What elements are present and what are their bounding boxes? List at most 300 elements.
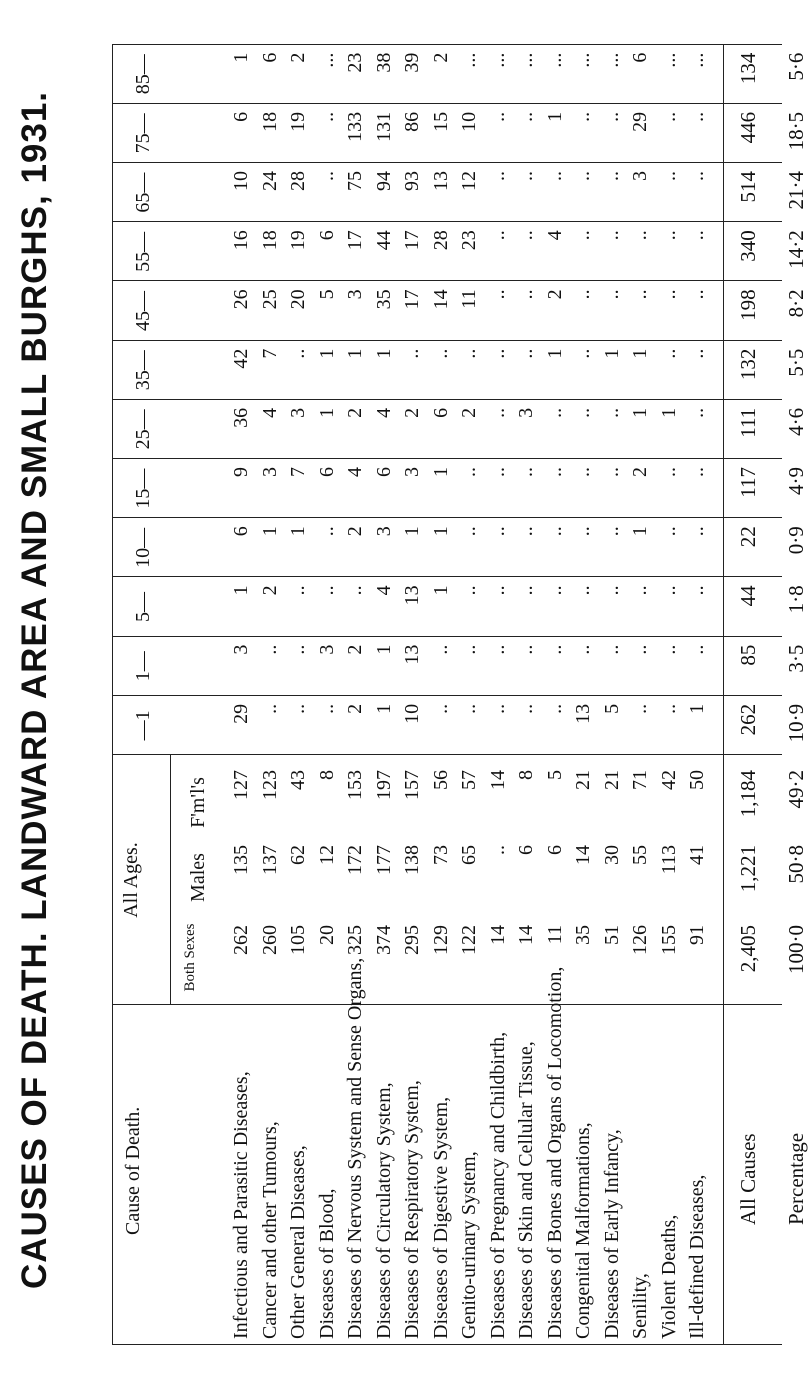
age-value: .. [657,644,680,655]
age-value: .. [600,526,623,537]
percentage-row-females: 49·2 [783,770,808,809]
age-value: .. [515,171,537,182]
age-value: 3 [258,467,281,478]
age-value: ... [515,52,537,68]
header-age-group: 35— [132,350,154,391]
age-value: 6 [230,526,252,537]
males-value: 6 [543,845,566,855]
table-left-rule [112,1344,782,1345]
age-value: 6 [629,52,651,63]
females-value: 123 [258,770,281,800]
age-value: 35 [372,289,395,310]
age-value: .. [429,703,452,714]
age-value: .. [686,111,708,122]
percentage-row-age-value: 8·2 [783,289,808,318]
age-value: .. [600,644,623,655]
age-value: 75 [344,171,366,192]
age-value: ... [315,52,338,68]
males-value: 62 [287,845,309,865]
age-value: .. [686,585,708,596]
males-value: 135 [230,845,252,875]
age-column-rule [112,517,782,518]
males-value: 41 [686,845,708,865]
percentage-row-age-value: 4·6 [783,407,808,436]
both-sexes-value: 35 [572,925,594,945]
age-value: .. [287,348,309,359]
age-value: 1 [657,407,680,418]
age-value: .. [543,703,566,714]
age-value: .. [686,171,708,182]
age-value: 9 [230,467,252,478]
age-value: .. [486,348,509,359]
both-sexes-value: 51 [600,925,623,945]
age-value: 39 [401,52,423,73]
age-value: 2 [287,52,309,63]
both-sexes-value: 260 [258,925,281,955]
age-value: .. [486,585,509,596]
age-value: .. [515,644,537,655]
header-age-group: 15— [132,468,154,509]
header-age-group: 85— [132,54,154,95]
age-value: .. [458,467,480,478]
cause-label: Senility, [629,1273,651,1339]
age-value: .. [315,703,338,714]
females-value: 197 [372,770,395,800]
cause-label: Diseases of Respiratory System, [401,1080,423,1339]
age-value: .. [486,407,509,418]
age-value: 1 [344,348,366,359]
age-value: 93 [401,171,423,192]
age-value: .. [401,348,423,359]
age-value: 2 [458,407,480,418]
both-sexes-value: 295 [401,925,423,955]
age-value: 29 [629,111,651,132]
age-value: 2 [258,585,281,596]
age-value: 17 [401,289,423,310]
age-value: 29 [230,703,252,724]
age-value: 1 [600,348,623,359]
cause-label: Infectious and Parasitic Diseases, [230,1071,252,1339]
age-value: .. [515,230,537,241]
cause-label: Diseases of Skin and Cellular Tissue, [515,1041,537,1339]
age-value: .. [572,230,594,241]
age-value: .. [657,289,680,300]
age-value: .. [572,111,594,122]
percentage-row-age-value: 1·8 [783,585,808,614]
totals-row-age-value: 44 [735,585,760,607]
age-value: .. [458,348,480,359]
age-value: ... [458,52,480,68]
age-value: 3 [401,467,423,478]
age-value: .. [429,644,452,655]
age-value: .. [657,230,680,241]
age-value: .. [515,585,537,596]
percentage-row-both: 100·0 [783,925,808,974]
age-value: .. [458,644,480,655]
age-value: 19 [287,230,309,251]
both-sexes-value: 129 [429,925,452,955]
both-sexes-value: 374 [372,925,395,955]
age-value: .. [515,111,537,122]
age-value: 15 [429,111,452,132]
age-value: .. [572,644,594,655]
age-value: .. [258,703,281,714]
age-value: 7 [258,348,281,359]
percentage-row-males: 50·8 [783,845,808,884]
females-value: 50 [686,770,708,790]
age-value: .. [486,289,509,300]
percentage-row-age-value: 18·5 [783,111,808,151]
males-value: 138 [401,845,423,875]
age-value: .. [629,703,651,714]
age-value: .. [543,171,566,182]
age-value: 17 [344,230,366,251]
age-value: 3 [315,644,338,655]
both-sexes-value: 126 [629,925,651,955]
age-value: .. [600,230,623,241]
age-value: .. [515,526,537,537]
age-value: .. [258,644,281,655]
header-all-ages: All Ages. [120,842,142,918]
age-value: .. [287,585,309,596]
header-age-group: —1 [132,710,154,741]
both-sexes-value: 105 [287,925,309,955]
age-value: .. [515,703,537,714]
females-value: 57 [458,770,480,790]
totals-row-males: 1,221 [735,845,760,893]
females-value: 71 [629,770,651,790]
age-value: 2 [429,52,452,63]
males-value: 6 [515,845,537,855]
totals-row-age-value: 198 [735,289,760,321]
males-value: .. [486,845,509,855]
age-value: 94 [372,171,395,192]
age-value: 3 [515,407,537,418]
cause-label: Ill-defined Diseases, [686,1174,708,1339]
age-value: 24 [258,171,281,192]
age-value: .. [572,407,594,418]
age-value: 18 [258,230,281,251]
age-value: .. [315,526,338,537]
totals-row-age-value: 85 [735,644,760,666]
age-value: .. [543,467,566,478]
header-both-sexes: Both Sexes [182,923,198,992]
totals-row-label: All Causes [735,1133,760,1225]
males-value: 73 [429,845,452,865]
age-value: 5 [315,289,338,300]
age-value: 10 [401,703,423,724]
age-value: 1 [315,348,338,359]
females-value: 5 [543,770,566,780]
males-value: 137 [258,845,281,875]
age-value: .. [657,111,680,122]
age-value: 3 [287,407,309,418]
cause-label: Genito-urinary System, [458,1151,480,1339]
age-value: .. [458,526,480,537]
age-value: 3 [230,644,252,655]
age-value: 6 [315,230,338,241]
age-value: .. [600,171,623,182]
age-value: 4 [258,407,281,418]
age-value: .. [344,585,366,596]
age-value: 1 [372,644,395,655]
header-age-group: 10— [132,527,154,568]
age-value: .. [572,348,594,359]
age-value: .. [686,230,708,241]
age-value: 13 [401,585,423,606]
age-value: 28 [287,171,309,192]
males-value: 14 [572,845,594,865]
age-value: 17 [401,230,423,251]
age-value: .. [629,230,651,241]
cause-label: Diseases of Bones and Organs of Locomotion, [543,966,566,1339]
females-value: 157 [401,770,423,800]
females-value: 14 [486,770,509,790]
cause-label: Violent Deaths, [657,1214,680,1339]
age-value: .. [572,526,594,537]
age-column-rule [112,399,782,400]
age-value: 4 [543,230,566,241]
age-value: .. [572,467,594,478]
age-value: ... [657,52,680,68]
age-value: .. [543,585,566,596]
age-column-rule [112,636,782,637]
females-value: 127 [230,770,252,800]
age-column-rule [112,458,782,459]
age-value: .. [287,703,309,714]
age-value: .. [458,585,480,596]
age-value: 6 [258,52,281,63]
age-value: .. [600,585,623,596]
age-value: ... [600,52,623,68]
age-value: 2 [344,407,366,418]
header-age-group: 55— [132,231,154,272]
age-value: 1 [230,52,252,63]
age-value: .. [657,585,680,596]
males-value: 30 [600,845,623,865]
males-value: 172 [344,845,366,875]
age-value: 1 [629,348,651,359]
age-value: 10 [230,171,252,192]
age-value: .. [686,348,708,359]
age-value: 1 [372,703,395,714]
age-value: 16 [230,230,252,251]
both-sexes-value: 14 [515,925,537,945]
age-value: .. [515,289,537,300]
percentage-row-age-value: 10·9 [783,703,808,743]
females-value: 43 [287,770,309,790]
totals-row-age-value: 132 [735,348,760,381]
causes-of-death-table [112,45,808,1345]
age-value: .. [657,526,680,537]
age-value: .. [543,644,566,655]
header-age-group: 1— [132,651,154,682]
both-sexes-value: 11 [543,925,566,945]
header-females: F'm'l's [187,777,209,828]
age-value: 1 [372,348,395,359]
age-value: 1 [230,585,252,596]
age-value: .. [515,467,537,478]
percentage-row-label: Percentage [783,1132,808,1225]
age-value: 2 [401,407,423,418]
age-value: 1 [287,526,309,537]
age-column-rule [112,162,782,163]
age-value: 23 [458,230,480,251]
age-value: .. [572,585,594,596]
age-value: 4 [344,467,366,478]
age-value: .. [572,289,594,300]
age-value: 44 [372,230,395,251]
age-value: .. [657,467,680,478]
females-value: 153 [344,770,366,800]
age-value: .. [686,289,708,300]
age-value: .. [629,644,651,655]
age-value: .. [657,348,680,359]
age-value: 18 [258,111,281,132]
age-value: 2 [344,703,366,714]
cause-label: Diseases of Digestive System, [429,1096,452,1339]
males-value: 12 [315,845,338,865]
table-right-rule [112,44,782,45]
females-value: 8 [315,770,338,780]
age-value: .. [315,111,338,122]
totals-row-age-value: 262 [735,703,760,736]
totals-row-females: 1,184 [735,770,760,818]
age-value: .. [486,703,509,714]
females-value: 21 [572,770,594,790]
percentage-row-age-value: 14·2 [783,230,808,269]
both-sexes-value: 91 [686,925,708,945]
age-column-rule [112,103,782,104]
both-sexes-value: 122 [458,925,480,955]
both-sexes-value: 20 [315,925,338,945]
age-value: 1 [315,407,338,418]
age-value: 12 [458,171,480,192]
age-value: .. [515,348,537,359]
cause-column-rule [112,1004,782,1005]
age-value: 1 [543,348,566,359]
age-value: 5 [600,703,623,714]
age-value: 6 [315,467,338,478]
age-value: 133 [344,111,366,142]
age-value: 3 [372,526,395,537]
age-column-rule [112,280,782,281]
males-value: 65 [458,845,480,865]
totals-row-age-value: 22 [735,526,760,548]
both-sexes-value: 262 [230,925,252,955]
totals-row-age-value: 117 [735,467,760,498]
age-value: .. [543,526,566,537]
age-value: .. [686,644,708,655]
males-value: 55 [629,845,651,865]
age-value: ... [486,52,509,68]
age-value: 19 [287,111,309,132]
age-value: 1 [258,526,281,537]
both-sexes-value: 325 [344,925,366,955]
age-value: 2 [344,526,366,537]
totals-row-age-value: 514 [735,171,760,203]
age-value: .. [458,703,480,714]
age-value: 26 [230,289,252,310]
age-column-rule [112,340,782,341]
age-value: 86 [401,111,423,132]
age-value: 3 [344,289,366,300]
age-value: 23 [344,52,366,73]
percentage-row-age-value: 4·9 [783,467,808,496]
percentage-row-age-value: 21·4 [783,171,808,210]
age-value: .. [315,171,338,182]
header-age-group: 45— [132,291,154,332]
age-value: 20 [287,289,309,310]
age-value: ... [572,52,594,68]
age-value: .. [657,171,680,182]
totals-row-age-value: 134 [735,52,760,85]
age-value: 7 [287,467,309,478]
age-value: 14 [429,289,452,310]
cause-label: Diseases of Early Infancy, [600,1129,623,1339]
totals-row-both: 2,405 [735,925,760,973]
percentage-row-age-value: 3·5 [783,644,808,673]
age-value: .. [657,703,680,714]
age-value: 38 [372,52,395,73]
cause-label: Diseases of Blood, [315,1188,338,1339]
totals-row-age-value: 446 [735,111,760,144]
age-value: .. [629,585,651,596]
age-value: 1 [686,703,708,714]
header-age-group: 25— [132,409,154,450]
age-value: 2 [344,644,366,655]
age-value: .. [486,111,509,122]
cause-label: Diseases of Circulatory System, [372,1082,395,1339]
header-cause: Cause of Death. [122,1106,144,1235]
cause-label: Diseases of Pregnancy and Childbirth, [486,1031,509,1339]
age-value: 1 [543,111,566,122]
totals-row-age-value: 111 [735,407,760,438]
age-value: 13 [429,171,452,192]
males-value: 113 [657,845,680,875]
header-age-group: 65— [132,172,154,213]
cause-label: Other General Diseases, [287,1145,309,1339]
cause-label: Diseases of Nervous System and Sense Organs, [344,957,366,1339]
percentage-row-age-value: 0·9 [783,526,808,555]
age-value: 3 [629,171,651,182]
totals-rule [723,45,724,1345]
age-value: .. [600,407,623,418]
age-value: ... [543,52,566,68]
age-value: 131 [372,111,395,142]
age-value: .. [486,644,509,655]
age-column-rule [112,754,782,755]
age-value: .. [600,467,623,478]
age-column-rule [112,221,782,222]
age-value: .. [600,289,623,300]
age-value: .. [287,644,309,655]
age-value: 2 [629,467,651,478]
age-column-rule [112,695,782,696]
both-sexes-value: 155 [657,925,680,955]
age-value: 28 [429,230,452,251]
age-value: 42 [230,348,252,369]
age-value: .. [543,407,566,418]
percentage-row-age-value: 5·6 [783,52,808,81]
females-value: 42 [657,770,680,790]
age-value: .. [486,467,509,478]
page-title: CAUSES OF DEATH. LANDWARD AREA AND SMALL BURGHS, 1931. [15,90,54,1290]
header-males: Males [187,853,209,902]
age-value: .. [572,171,594,182]
header-age-group: 5— [132,592,154,623]
age-value: .. [486,171,509,182]
